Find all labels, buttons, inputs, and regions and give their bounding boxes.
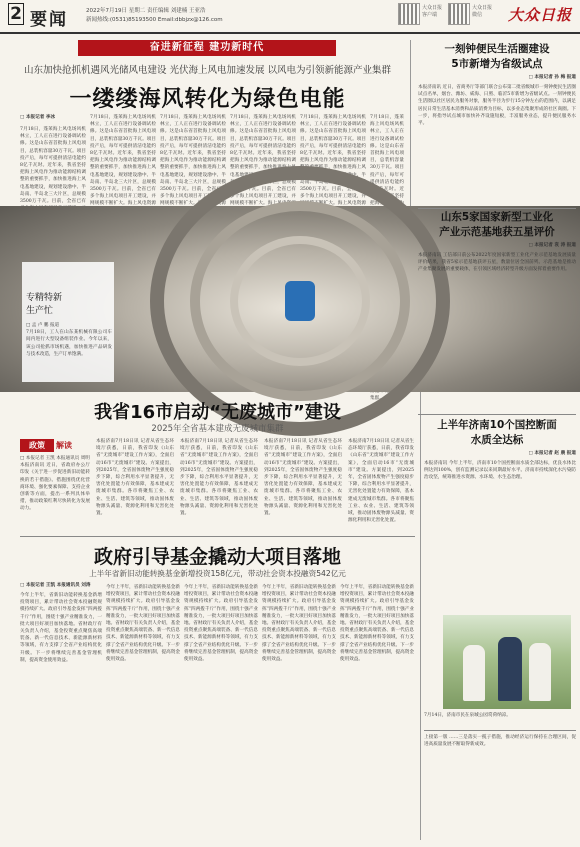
city-body-col4: 本报济南7月18日讯 记者从省生态环境厅获悉，日前，我省印发《山东省“无废城市”建设工作方案》，全面启动16市“无废城市”建设。方案提出，到2025年，全省固体废物产生强度稳步下降，综合利用水平显著提升，无害化处置能力有效保障，基本建成无废城市集群。各市将聚焦工业、农业、生活、建筑等领域，推动固体废物源头减量、资源化利用和无害化处置。 <box>348 439 414 524</box>
sidebar-divider <box>418 414 576 415</box>
sidebar-headline-1: 一刻钟便民生活圈建设 5市新增为省级试点 <box>444 43 550 70</box>
lead-body-col5: 7月18日，蓬莱海上风电场风机林立，工人正在进行设备调试检修。这是山东省首批海上风电项目，总装机容量30万千瓦。项目投产后，每年可提供清洁电能约8亿千瓦时。近年来，我省坚持把海上风电作为推动能源结构调整的重要抓手，加快推进海上风电基地建设，规划建设渤中、半岛南、半岛北三大片区，总规模3500万千瓦。目前，全省已有多个海上风电项目开工建设，并网规模不断扩大。海上风电资源 <box>300 115 366 207</box>
sidebar-divider <box>424 730 576 731</box>
policy-tag <box>20 439 90 452</box>
photo-caption-body: □ 孟 卢 鹏 报道 7月18日，工人在山东某机械有限公司车间内进行大型设备组装作业。今年以来，该公司抢抓市场机遇，加快推进产品研发与技术改造，生产订单饱满。 <box>26 323 112 357</box>
sidebar-photo-caption: 7月14日，济南市民在泉城公园赏荷纳凉。 <box>424 713 511 718</box>
sidebar-headline-2: 山东5家国家新型工业化 产业示范基地获五星评价 <box>439 211 555 238</box>
lead-kicker: 山东加快抢抓机遇风光储风电建设 光伏海上风电加速发展 以风电为引领新能源产业集群 <box>23 65 392 76</box>
policy-body: □ 本报记者 王凯 本报通讯员 周明 本报济南讯 近日，省政府办公厅印发《关于进一步促进新旧动能转换的若干措施》。措施围绕优化营商环境、强化要素保障、支持企业创新等方面，提出一系列具体举措，推动政策红利尽快转化为发展动力。 <box>20 456 90 512</box>
sidebar-body-3: 本报济南讯 今年上半年，济南市10个国控断面水质全部达标，优良水体比例达到100%，创有监测记录以来同期最好水平。济南市持续深化水污染防治攻坚，统筹推进水资源、水环境、水生态治理。 <box>424 461 576 481</box>
sidebar-bottom-body: 上接第一版 ……三是落实一揽子措施，推动经济运行保持在合理区间，促进高质量发展不断取得新成效。 <box>424 735 576 748</box>
lead-body-col3: 7月18日，蓬莱海上风电场风机林立，工人正在进行设备调试检修。这是山东省首批海上风电项目，总装机容量30万千瓦。项目投产后，每年可提供清洁电能约8亿千瓦时。近年来，我省坚持把海上风电作为推动能源结构调整的重要抓手，加快推进海上风电基地建设，规划建设渤中、半岛南、半岛北三大片区，总规模3500万千瓦。目前，全省已有多个海上风电项目开工建设，并网规模不断扩大。海上风电资源 <box>160 115 226 207</box>
qr-label: 大众日报 微信 <box>472 5 493 18</box>
page-meta-line: 2022年7月19日 星期二 责任编辑 刘建楠 王亚浩 <box>86 8 206 14</box>
person-figure <box>529 643 551 701</box>
city-subhead: 2025年全省基本建成无废城市集群 <box>151 424 284 434</box>
worker-figure <box>285 281 315 321</box>
qr-code-icon[interactable] <box>448 3 470 25</box>
fund-byline: □ 本报记者 王凯 本报通讯员 刘涛 <box>20 583 91 588</box>
column-divider <box>420 392 421 840</box>
fund-body-col1: 今年上半年，省新旧动能转换基金新增投资项目，累计带动社会资本投融资规模持续扩大。政府引导基金发挥“四两拨千斤”作用，围绕十强产业精准发力，一批大项目好项目加快落地。省财政厅有关负责人介绍，基金投资重点聚焦高端装备、新一代信息技术、新能源新材料等领域，有力支撑了全省产业结构优化升级。下一步将继续完善基金管理机制，提高资金使用效益。 <box>20 593 102 663</box>
lead-body-col1: 7月18日，蓬莱海上风电场风机林立，工人正在进行设备调试检修。这是山东省首批海上风电项目，总装机容量30万千瓦。项目投产后，每年可提供清洁电能约8亿千瓦时。近年来，我省坚持把海上风电作为推动能源结构调整的重要抓手，加快推进海上风电基地建设，规划建设渤中、半岛南、半岛北三大片区，总规模3500万千瓦。目前，全省已有 <box>20 127 86 205</box>
qr-code-icon[interactable] <box>398 3 420 25</box>
page-number: 2 <box>8 3 24 25</box>
sidebar-photo <box>443 615 571 709</box>
lead-body-col4: 7月18日，蓬莱海上风电场风机林立，工人正在进行设备调试检修。这是山东省首批海上风电项目，总装机容量30万千瓦。项目投产后，每年可提供清洁电能约8亿千瓦时。近年来，我省坚持把海上风电作为推动能源结构调整的重要抓手，加快推进海上风电基地建设，规划建设渤中、半岛南、半岛北三大片区，总规模3500万千瓦。目前，全省已有多个海上风电项目开工建设，并网规模不断扩大。海上风电资源 <box>230 115 296 207</box>
sidebar-byline-1: □ 本报记者 孙 梅 报道 <box>528 75 576 80</box>
lead-body-col6: 7月18日，蓬莱海上风电场风机林立，工人正在进行设备调试检修。这是山东省首批海上风电项目，总装机容量30万千瓦。项目投产后，每年可提供清洁电能约8亿千瓦时。近年来，我省坚持把海上风电作为 集群。 <box>370 115 404 401</box>
page-contact-line: 新闻热线:(0531)85193500 Email:dbbjzx@126.com <box>86 17 223 23</box>
sidebar-divider <box>418 208 576 209</box>
sidebar-headline-3: 上半年济南10个国控断面 水质全达标 <box>437 419 557 446</box>
sidebar-body-1: 本报济南讯 近日，省商务厅等部门联合公布第二批省级城市一刻钟便民生活圈试点名单，烟台、潍坊、威海、日照、临沂5市新增为省级试点。一刻钟便民生活圈以社区居民为服务对象，服务半径为步行15分钟左右的范围内，以满足居民日常生活基本消费和品质消费为目标，以多业态集聚形成的社区商圈。下一步，将指导试点城市加快补齐设施短板，丰富服务业态，提升便民服务水平。 <box>418 85 576 127</box>
photo-caption-title: 专精特新 生产忙 <box>26 293 63 316</box>
city-body-col3: 本报济南7月18日讯 记者从省生态环境厅获悉，日前，我省印发《山东省“无废城市”建设工作方案》，全面启动16市“无废城市”建设。方案提出，到2025年，全省固体废物产生强度稳步下降，综合利用水平显著提升，无害化处置能力有效保障，基本建成无废城市集群。各市将聚焦工业、农业、生活、建筑等领域，推动固体废物源头减量、资源化利用和无害化处置。 <box>264 439 342 517</box>
sidebar-byline-2: □ 本报记者 袁 涛 报道 <box>528 243 576 248</box>
city-body-col2: 本报济南7月18日讯 记者从省生态环境厅获悉，日前，我省印发《山东省“无废城市”建设工作方案》，全面启动16市“无废城市”建设。方案提出，到2025年，全省固体废物产生强度稳步下降，综合利用水平显著提升，无害化处置能力有效保障，基本建成无废城市集群。各市将聚焦工业、农业、生活、建筑等领域，推动固体废物源头减量、资源化利用和无害化处置。 <box>180 439 258 517</box>
masthead <box>0 0 580 34</box>
column-divider <box>410 40 411 206</box>
policy-tag-text: 解读 <box>56 441 72 450</box>
newspaper-logo: 大众日报 <box>508 6 573 24</box>
sidebar-body-2: 本报济南讯 工信部日前公布2022年度国家新型工业化产业示范基地发展质量评价结果，我省5家示范基地获评五星，数量位居全国前列。示范基地是推动产业集聚发展的重要载体，在引领区域经济转型升级方面发挥着重要作用。 <box>418 253 576 273</box>
qr-label: 大众日报 客户端 <box>422 5 443 18</box>
fund-body-col3: 今年上半年，省新旧动能转换基金新增投资项目，累计带动社会资本投融资规模持续扩大。政府引导基金发挥“四两拨千斤”作用，围绕十强产业精准发力，一批大项目好项目加快落地。省财政厅有关负责人介绍，基金投资重点聚焦高端装备、新一代信息技术、新能源新材料等领域，有力支撑了全省产业结构优化升级。下一步将继续完善基金管理机制，提高资金使用效益。 <box>184 585 258 663</box>
city-headline: 我省16市启动“无废城市”建设 <box>94 402 341 423</box>
fund-body-col5: 今年上半年，省新旧动能转换基金新增投资项目，累计带动社会资本投融资规模持续扩大。政府引导基金发挥“四两拨千斤”作用，围绕十强产业精准发力，一批大项目好项目加快落地。省财政厅有关负责人介绍，基金投资重点聚焦高端装备、新一代信息技术、新能源新材料等领域，有力支撑了全省产业结构优化升级。下一步将继续完善基金管理机制，提高资金使用效益。 <box>340 585 414 663</box>
lead-byline: □ 本报记者 李冰 <box>20 115 56 120</box>
section-banner: 奋进新征程 建功新时代 <box>78 40 336 56</box>
policy-tag-label: 政策 <box>20 439 54 452</box>
city-body-col1: 本报济南7月18日讯 记者从省生态环境厅获悉，日前，我省印发《山东省“无废城市”建设工作方案》，全面启动16市“无废城市”建设。方案提出，到2025年，全省固体废物产生强度稳步下降，综合利用水平显著提升，无害化处置能力有效保障，基本建成无废城市集群。各市将聚焦工业、农业、生活、建筑等领域，推动固体废物源头减量、资源化利用和无害化处置。 <box>96 439 174 517</box>
lead-body-col2: 7月18日，蓬莱海上风电场风机林立，工人正在进行设备调试检修。这是山东省首批海上风电项目，总装机容量30万千瓦。项目投产后，每年可提供清洁电能约8亿千瓦时。近年来，我省坚持把海上风电作为推动能源结构调整的重要抓手，加快推进海上风电基地建设，规划建设渤中、半岛南、半岛北三大片区，总规模3500万千瓦。目前，全省已有多个海上风电项目开工建设，并网规模不断扩大。海上风电资源 <box>90 115 156 207</box>
fund-headline: 政府引导基金撬动大项目落地 <box>93 546 341 568</box>
lead-headline: 一缕缕海风转化为绿色电能 <box>69 87 346 112</box>
fund-body-col2: 今年上半年，省新旧动能转换基金新增投资项目，累计带动社会资本投融资规模持续扩大。政府引导基金发挥“四两拨千斤”作用，围绕十强产业精准发力，一批大项目好项目加快落地。省财政厅有关负责人介绍，基金投资重点聚焦高端装备、新一代信息技术、新能源新材料等领域，有力支撑了全省产业结构优化升级。下一步将继续完善基金管理机制，提高资金使用效益。 <box>106 585 180 663</box>
person-figure <box>463 645 485 701</box>
section-divider <box>20 536 415 537</box>
person-figure <box>498 637 522 701</box>
sidebar-byline-3: □ 本报记者 赵 晨 报道 <box>528 451 576 456</box>
fund-subhead: 上半年省新旧动能转换基金新增投资158亿元，带动社会资本投融资542亿元 <box>89 569 346 578</box>
page-name: 要闻 <box>30 10 68 30</box>
fund-body-col4: 今年上半年，省新旧动能转换基金新增投资项目，累计带动社会资本投融资规模持续扩大。政府引导基金发挥“四两拨千斤”作用，围绕十强产业精准发力，一批大项目好项目加快落地。省财政厅有关负责人介绍，基金投资重点聚焦高端装备、新一代信息技术、新能源新材料等领域，有力支撑了全省产业结构优化升级。下一步将继续完善基金管理机制，提高资金使用效益。 <box>262 585 336 663</box>
